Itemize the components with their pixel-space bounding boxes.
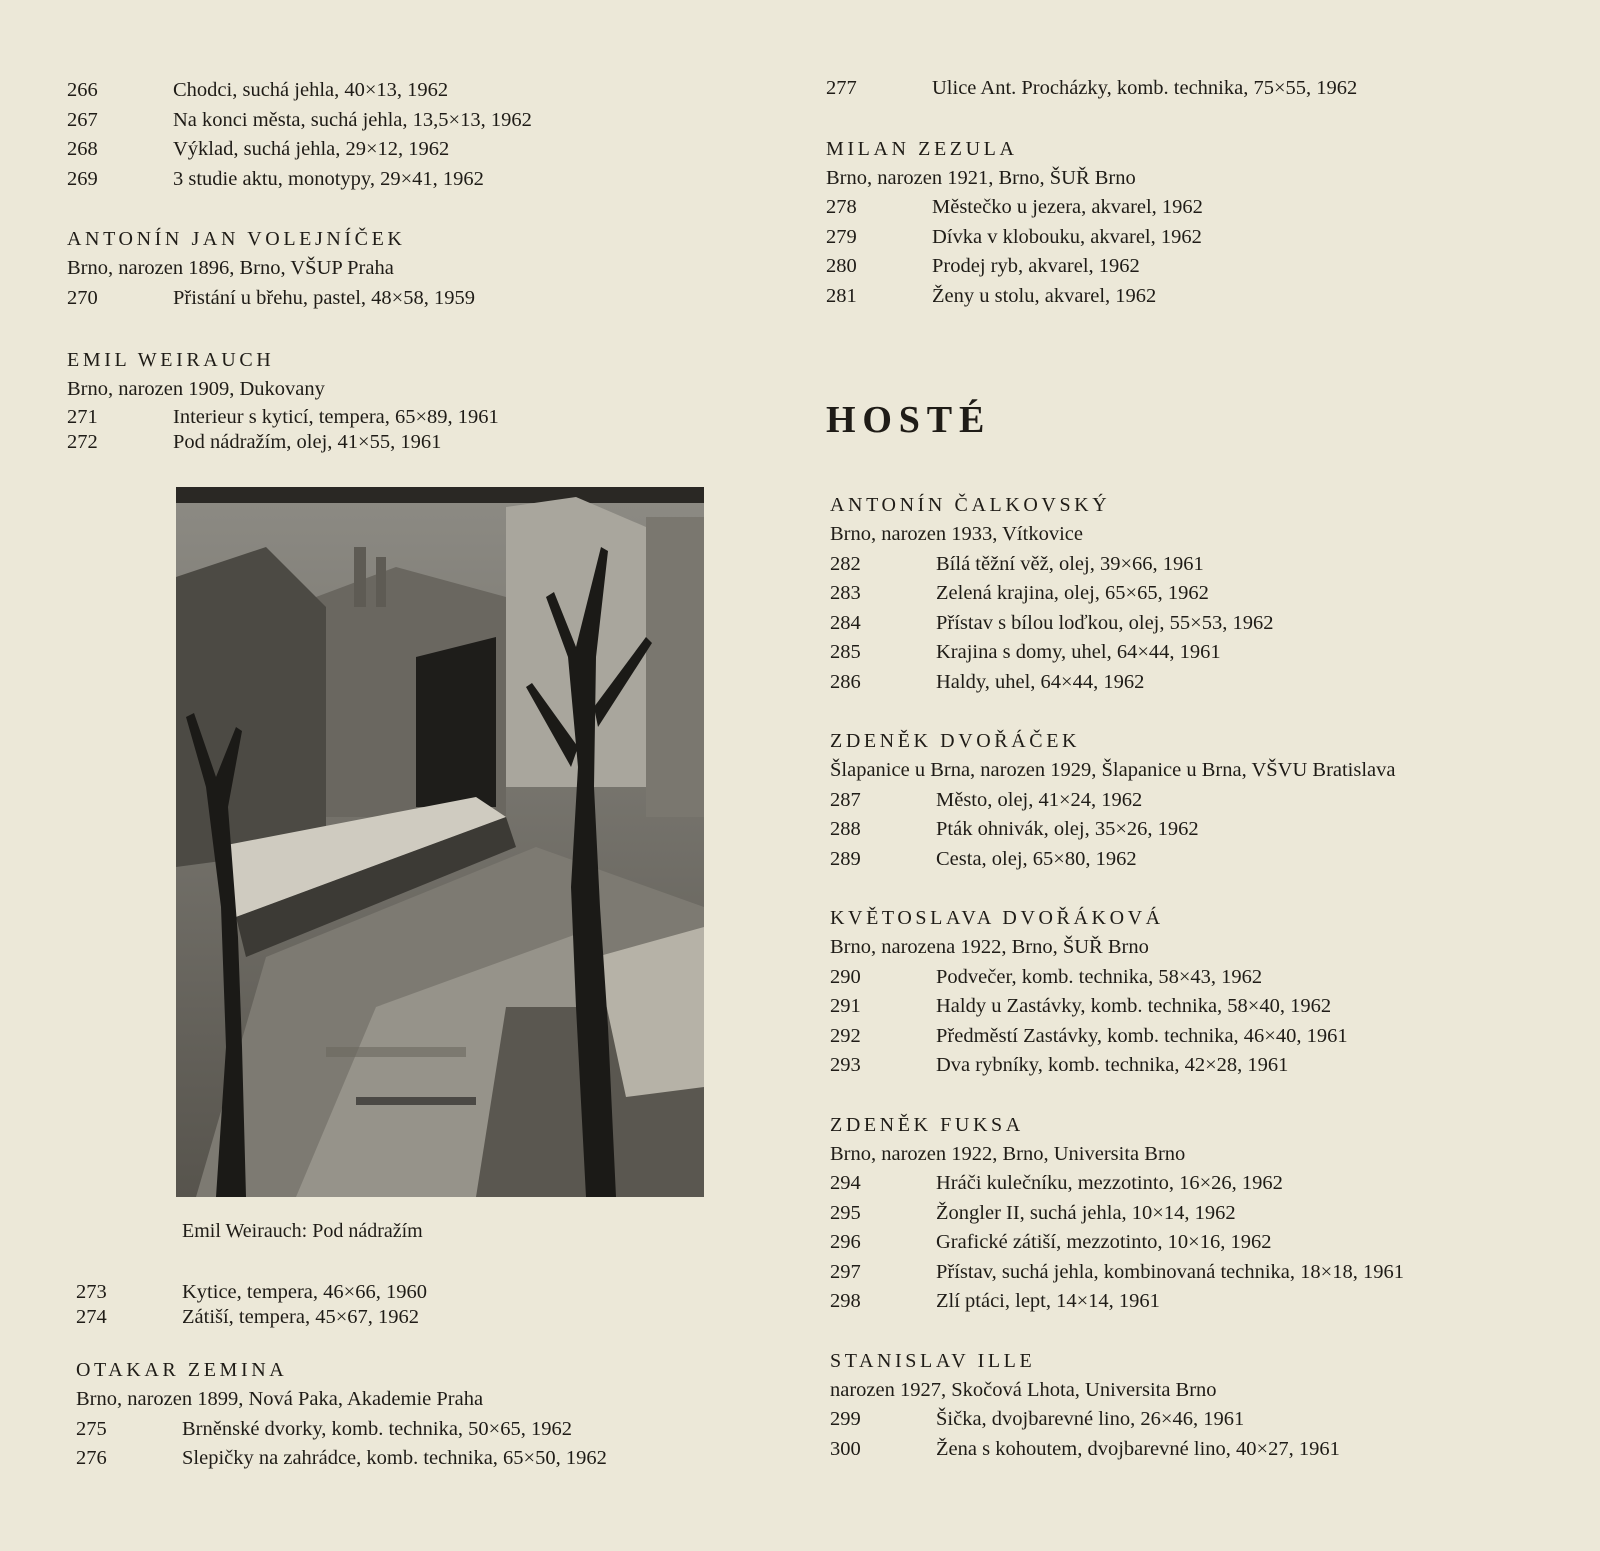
artist-name-zemina: OTAKAR ZEMINA: [76, 1359, 288, 1381]
entry-text: Haldy u Zastávky, komb. technika, 58×40, 1962: [936, 995, 1332, 1017]
entry-text: Předměstí Zastávky, komb. technika, 46×40, 1961: [936, 1024, 1348, 1047]
entry-text: Kytice, tempera, 46×66, 1960: [182, 1281, 427, 1303]
entry-text: Žongler II, suchá jehla, 10×14, 1962: [936, 1201, 1236, 1224]
entry-number: 271: [67, 405, 98, 428]
entry-text: Bílá těžní věž, olej, 39×66, 1961: [936, 552, 1204, 575]
entry-number: 292: [830, 1024, 861, 1047]
entry-270: [67, 284, 717, 314]
entry-text: Pod nádražím, olej, 41×55, 1961: [173, 430, 442, 453]
entry-text: Přístav s bílou loďkou, olej, 55×53, 1962: [936, 611, 1274, 634]
entry-text: Přístav, suchá jehla, kombinovaná technika, 18×18, 1961: [936, 1260, 1404, 1283]
entry-number: 294: [830, 1172, 861, 1194]
artist-info-zezula: Brno, narozen 1921, Brno, ŠUŘ Brno: [826, 166, 1136, 189]
entry-279: [826, 223, 1566, 253]
artist-info-dvoracek: Šlapanice u Brna, narozen 1929, Šlapanice u Brna, VŠVU Bratislava: [830, 759, 1396, 781]
entry-number: 285: [830, 641, 861, 663]
entry-number: 296: [830, 1231, 861, 1253]
entry-number: 266: [67, 79, 98, 101]
entry-274: [76, 1305, 726, 1330]
entry-295: [830, 1199, 1570, 1229]
entry-300: [830, 1435, 1570, 1465]
entry-number: 291: [830, 995, 861, 1017]
entry-text: Žena s kohoutem, dvojbarevné lino, 40×27, 1961: [936, 1437, 1340, 1460]
entry-text: Podvečer, komb. technika, 58×43, 1962: [936, 965, 1263, 988]
right-column-guests: [830, 490, 1570, 1464]
entry-text: Zelená krajina, olej, 65×65, 1962: [936, 582, 1209, 604]
left-column-bottom: [76, 1355, 756, 1474]
entry-text: Pták ohnivák, olej, 35×26, 1962: [936, 818, 1199, 840]
entry-text: Ženy u stolu, akvarel, 1962: [932, 284, 1157, 307]
artist-name-zezula: MILAN ZEZULA: [826, 137, 1018, 160]
entry-266: [67, 76, 717, 106]
entry-number: 272: [67, 430, 98, 453]
painting-caption: Emil Weirauch: Pod nádražím: [182, 1220, 423, 1242]
entry-text: Dva rybníky, komb. technika, 42×28, 1961: [936, 1054, 1289, 1076]
entry-298: [830, 1287, 1570, 1317]
entry-number: 287: [830, 788, 861, 811]
painting-reproduction: [176, 487, 704, 1197]
entry-number: 281: [826, 284, 857, 307]
artist-name-volejnicek: ANTONÍN JAN VOLEJNÍČEK: [67, 228, 406, 250]
entry-299: [830, 1405, 1570, 1435]
entry-text: Městečko u jezera, akvarel, 1962: [932, 196, 1203, 218]
entry-284: [830, 609, 1570, 639]
artist-name-weirauch: EMIL WEIRAUCH: [67, 349, 275, 371]
entry-text: Grafické zátiší, mezzotinto, 10×16, 1962: [936, 1231, 1272, 1253]
artist-name-dvorakova: KVĚTOSLAVA DVOŘÁKOVÁ: [830, 907, 1164, 929]
artist-info-volejnicek: Brno, narozen 1896, Brno, VŠUP Praha: [67, 257, 394, 279]
entry-text: Výklad, suchá jehla, 29×12, 1962: [173, 138, 450, 160]
entry-number: 299: [830, 1408, 861, 1430]
painting-image: [176, 487, 704, 1197]
entry-number: 280: [826, 255, 857, 277]
entry-296: [830, 1228, 1570, 1258]
entry-text: Interieur s kyticí, tempera, 65×89, 1961: [173, 405, 499, 428]
entry-288: [830, 815, 1570, 845]
artist-name-fuksa: ZDENĚK FUKSA: [830, 1113, 1024, 1136]
entry-number: 290: [830, 965, 861, 988]
entry-292: [830, 1022, 1570, 1052]
entry-number: 300: [830, 1437, 861, 1460]
right-column-top: [826, 74, 1566, 311]
entry-291: [830, 992, 1570, 1022]
entry-278: [826, 193, 1566, 223]
entry-267: [67, 106, 717, 136]
entry-number: 284: [830, 611, 861, 634]
artist-info-dvorakova: Brno, narozena 1922, Brno, ŠUŘ Brno: [830, 936, 1149, 958]
entry-276: [76, 1444, 756, 1474]
entry-number: 295: [830, 1201, 861, 1224]
entry-text: 3 studie aktu, monotypy, 29×41, 1962: [173, 167, 484, 190]
entry-text: Šička, dvojbarevné lino, 26×46, 1961: [936, 1408, 1245, 1430]
entry-294: [830, 1169, 1570, 1199]
entry-text: Prodej ryb, akvarel, 1962: [932, 255, 1140, 277]
entry-297: [830, 1258, 1570, 1288]
left-column-after-image: [76, 1280, 726, 1330]
entry-number: 275: [76, 1417, 107, 1440]
entry-number: 277: [826, 77, 857, 99]
entry-text: Chodci, suchá jehla, 40×13, 1962: [173, 79, 449, 101]
artist-name-calkovsky: ANTONÍN ČALKOVSKÝ: [830, 494, 1111, 516]
entry-281: [826, 282, 1566, 312]
entry-number: 283: [830, 582, 861, 604]
entry-269: [67, 165, 717, 195]
entry-number: 273: [76, 1281, 107, 1303]
entry-271: [67, 405, 717, 430]
entry-290: [830, 963, 1570, 993]
entry-280: [826, 252, 1566, 282]
entry-number: 297: [830, 1260, 861, 1283]
entry-number: 276: [76, 1447, 107, 1469]
entry-text: Dívka v klobouku, akvarel, 1962: [932, 225, 1202, 248]
entry-text: Zlí ptáci, lept, 14×14, 1961: [936, 1290, 1160, 1312]
section-title-hoste: HOSTÉ: [826, 399, 992, 441]
entry-text: Cesta, olej, 65×80, 1962: [936, 847, 1137, 870]
entry-number: 279: [826, 225, 857, 248]
entry-275: [76, 1415, 756, 1445]
artist-info-ille: narozen 1927, Skočová Lhota, Universita Brno: [830, 1378, 1217, 1401]
entry-number: 268: [67, 138, 98, 160]
left-column-top: [67, 76, 717, 455]
entry-272: [67, 430, 717, 455]
entry-268: [67, 135, 717, 165]
entry-text: Přistání u břehu, pastel, 48×58, 1959: [173, 286, 475, 309]
entry-number: 288: [830, 818, 861, 840]
artist-name-dvoracek: ZDENĚK DVOŘÁČEK: [830, 730, 1081, 752]
entry-282: [830, 550, 1570, 580]
artist-info-weirauch: Brno, narozen 1909, Dukovany: [67, 378, 325, 400]
entry-287: [830, 786, 1570, 816]
entry-text: Hráči kulečníku, mezzotinto, 16×26, 1962: [936, 1172, 1283, 1194]
entry-text: Slepičky na zahrádce, komb. technika, 65×50, 1962: [182, 1447, 607, 1469]
entry-number: 298: [830, 1290, 861, 1312]
artist-info-fuksa: Brno, narozen 1922, Brno, Universita Brno: [830, 1142, 1186, 1165]
entry-text: Město, olej, 41×24, 1962: [936, 788, 1143, 811]
entry-text: Haldy, uhel, 64×44, 1962: [936, 670, 1145, 693]
entry-text: Krajina s domy, uhel, 64×44, 1961: [936, 641, 1221, 663]
entry-289: [830, 845, 1570, 875]
entry-283: [830, 579, 1570, 609]
entry-number: 278: [826, 196, 857, 218]
entry-number: 274: [76, 1306, 107, 1328]
entry-number: 286: [830, 670, 861, 693]
entry-number: 293: [830, 1054, 861, 1076]
entry-text: Na konci města, suchá jehla, 13,5×13, 1962: [173, 108, 532, 131]
entry-273: [76, 1280, 726, 1305]
entry-293: [830, 1051, 1570, 1081]
entry-number: 267: [67, 108, 98, 131]
entry-text: Ulice Ant. Procházky, komb. technika, 75×55, 1962: [932, 77, 1358, 99]
entry-number: 289: [830, 847, 861, 870]
entry-number: 282: [830, 552, 861, 575]
entry-number: 269: [67, 167, 98, 190]
entry-text: Zátiší, tempera, 45×67, 1962: [182, 1306, 420, 1328]
entry-285: [830, 638, 1570, 668]
artist-name-ille: STANISLAV ILLE: [830, 1349, 1036, 1372]
entry-277: [826, 74, 1566, 104]
artist-info-calkovsky: Brno, narozen 1933, Vítkovice: [830, 523, 1083, 545]
entry-number: 270: [67, 286, 98, 309]
entry-text: Brněnské dvorky, komb. technika, 50×65, 1962: [182, 1417, 572, 1440]
artist-info-zemina: Brno, narozen 1899, Nová Paka, Akademie Praha: [76, 1388, 484, 1410]
entry-286: [830, 668, 1570, 698]
